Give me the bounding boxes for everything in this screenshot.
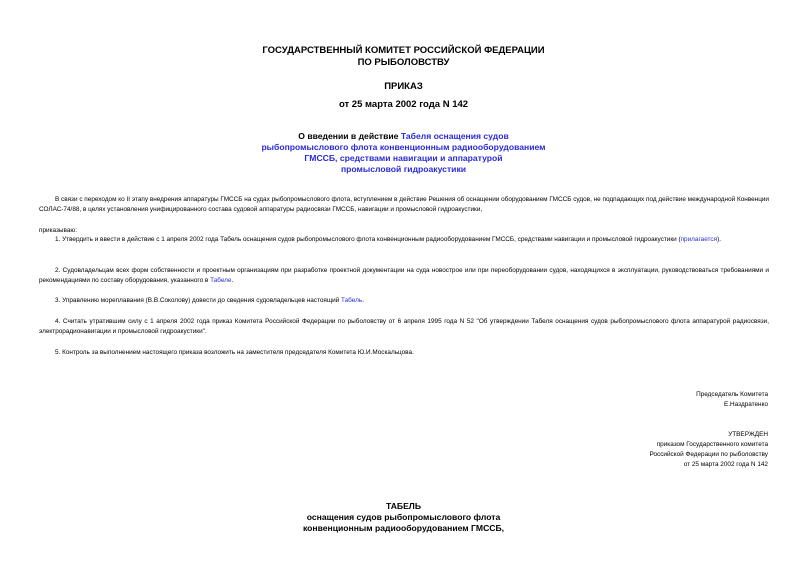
doc-date-number: от 25 марта 2002 года N 142 — [338, 99, 469, 110]
signature-position: Председатель Комитета — [696, 391, 768, 398]
item-4: 4. Считать утратившим силу с 1 апреля 2002 года приказ Комитета Российской Федерации по рыболовству от 6 апреля 1995 года N 52 "Об утверждении Табеля оснащения судов рыбопромыслового флота аппаратурой радиосвязи, электрорадионавигации и промысловой гидроакустики". — [39, 318, 769, 335]
title-line1 — [0, 131, 807, 142]
doc-type: ПРИКАЗ — [384, 81, 423, 92]
title-link-line1[interactable]: Табеля оснащения судов — [400, 131, 509, 141]
approval-line3: Российской Федерации по рыболовству — [649, 451, 768, 458]
org-name-line1: ГОСУДАРСТВЕННЫЙ КОМИТЕТ РОССИЙСКОЙ ФЕДЕРАЦИИ — [262, 45, 545, 56]
approval-line4: от 25 марта 2002 года N 142 — [683, 461, 768, 468]
item-3 — [39, 296, 769, 306]
item-1-text: 1. Утвердить и ввести в действие с 1 апреля 2002 года Табель оснащения судов рыбопромыслового флота конвенционным радиооборудованием ГМССБ, средствами навигации и промысловой гидроакустики ( — [55, 236, 681, 243]
title-link-line2[interactable]: рыбопромыслового флота конвенционным радиооборудованием — [261, 142, 546, 152]
item-1-end: ). — [717, 236, 721, 243]
approval-line2: приказом Государственного комитета — [656, 441, 768, 448]
item-2 — [39, 266, 769, 285]
signature-name: Е.Наздратенко — [724, 401, 768, 408]
title-link-line4[interactable]: промысловой гидроакустики — [340, 164, 467, 174]
item-2-text: 2. Судовладельцам всех форм собственности и проектным организациям при разработке проектной документации на суда новострое или при переоборудовании судов, находящихся в эксплуатации, руководствоваться требованиями и рекомендациями по составу оборудования, указанного в — [39, 267, 769, 284]
appendix-subtitle-line1: оснащения судов рыбопромыслового флота — [306, 512, 501, 522]
approval-line1: УТВЕРЖДЕН — [728, 431, 768, 438]
title-link-line3[interactable]: ГМССБ, средствами навигации и аппаратурой — [304, 153, 503, 163]
item-3-end: . — [362, 297, 364, 304]
item-3-text: 3. Управлению мореплавания (В.В.Соколову) довести до сведения судовладельцев настоящий — [55, 297, 342, 304]
item-3-link[interactable]: Табель — [341, 297, 363, 304]
org-name-line2: ПО РЫБОЛОВСТВУ — [357, 57, 450, 68]
item-1-link[interactable]: прилагается — [680, 236, 718, 243]
item-1 — [39, 235, 769, 245]
item-2-link[interactable]: Табеле — [210, 276, 232, 284]
order-word: приказываю: — [39, 227, 77, 234]
appendix-subtitle-line2: конвенционным радиооборудованием ГМССБ, — [302, 523, 505, 533]
intro-paragraph: В связи с переходом ко II этапу внедрения аппаратуры ГМССБ на судах рыбопромыслового флота, вступлением в действие Решения об оснащении оборудованием ГМССБ судов, не подпадающих под действие международной Конвенции СОЛАС-74/88, в целях установления унифицированного состава судовой аппаратуры радиосвязи ГМССБ, навигации и промысловой гидроакустики, — [39, 196, 769, 213]
title-prefix: О введении в действие — [298, 131, 401, 141]
item-5: 5. Контроль за выполнением настоящего приказа возложить на заместителя председателя Комитета Ю.И.Москальцова. — [55, 349, 414, 356]
appendix-title: ТАБЕЛЬ — [385, 501, 422, 511]
item-2-end: . — [231, 276, 234, 284]
